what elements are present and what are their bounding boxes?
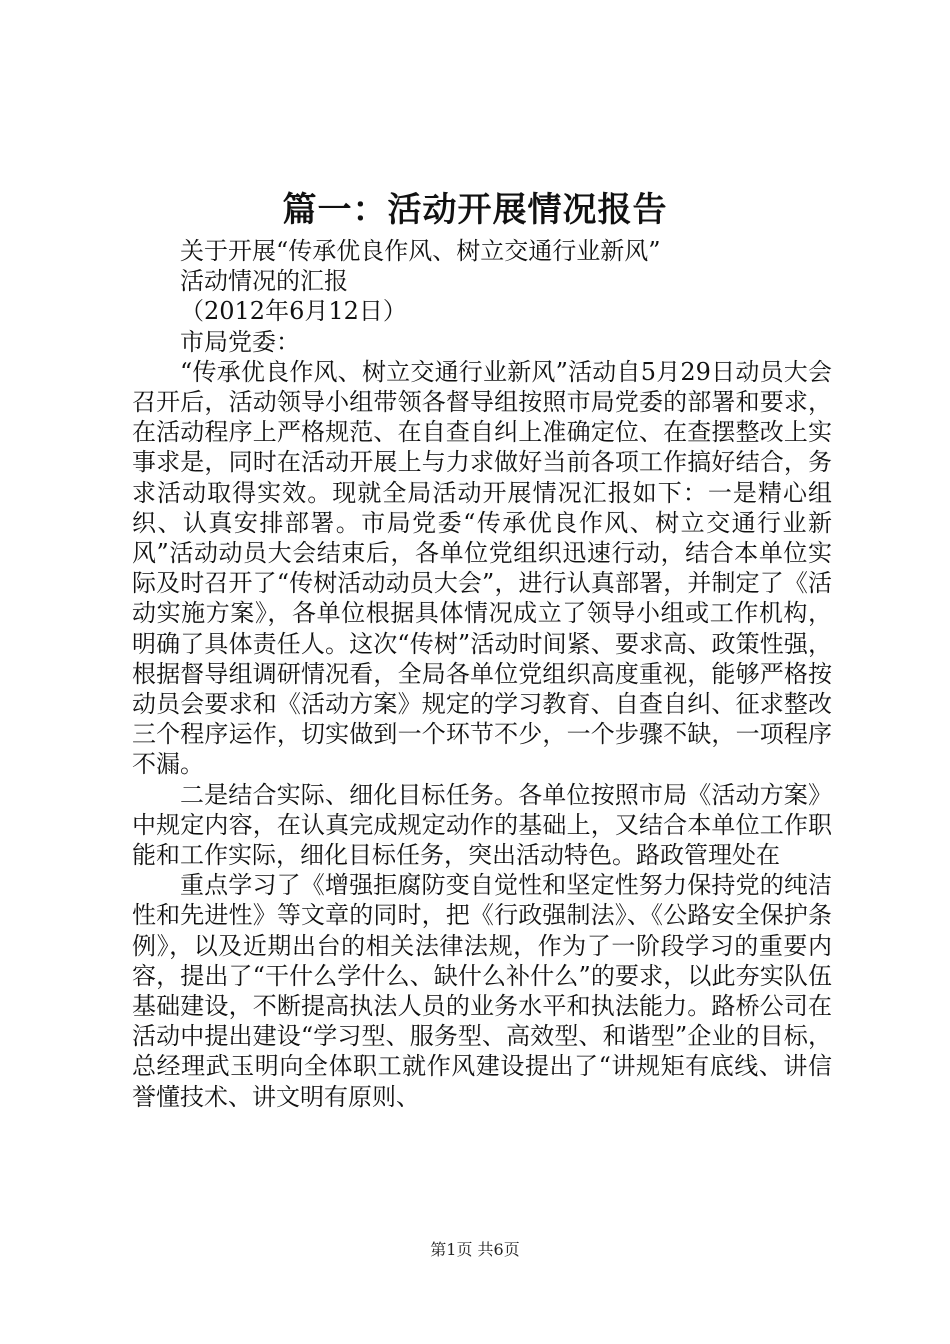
report-heading-line-1: 关于开展“传承优良作风、树立交通行业新风” [180, 237, 661, 265]
page-footer: 第1页 共6页 [430, 1240, 520, 1259]
document-body [132, 236, 832, 1112]
paragraph-3: 重点学习了《增强拒腐防变自觉性和坚定性努力保持党的纯洁性和先进性》等文章的同时，把《行政强制法》、《公路安全保护条例》，以及近期出台的相关法律法规，作为了一阶段学习的重要内容，提出了“干什么学什么、缺什么补什么”的要求，以此夯实队伍基础建设，不断提高执法人员的业务水平和执法能力。路桥公司在活动中提出建设“学习型、服务型、高效型、和谐型”企业的目标，总经理武玉明向全体职工就作风建设提出了“讲规矩有底线、讲信誉懂技术、讲文明有原则、 [132, 871, 832, 1111]
report-date: （2012年6月12日） [180, 297, 407, 326]
paragraph-2: 二是结合实际、细化目标任务。各单位按照市局《活动方案》中规定内容，在认真完成规定动作的基础上，又结合本单位工作职能和工作实际，细化目标任务，突出活动特色。路政管理处在 [132, 780, 832, 870]
document-title: 篇一：活动开展情况报告 [282, 190, 668, 230]
report-heading-line-2: 活动情况的汇报 [180, 267, 348, 296]
paragraph-1: “传承优良作风、树立交通行业新风”活动自5月29日动员大会召开后，活动领导小组带领各督导组按照市局党委的部署和要求，在活动程序上严格规范、在自查自纠上准确定位、在查摆整改上实事求是，同时在活动开展上与力求做好当前各项工作搞好结合，务求活动取得实效。现就全局活动开展情况汇报如下：一是精心组织、认真安排部署。市局党委“传承优良作风、树立交通行业新风”活动动员大会结束后，各单位党组织迅速行动，结合本单位实际及时召开了“传树活动动员大会”，进行认真部署，并制定了《活动实施方案》，各单位根据具体情况成立了领导小组或工作机构，明确了具体责任人。这次“传树”活动时间紧、要求高、政策性强，根据督导组调研情况看，全局各单位党组织高度重视，能够严格按动员会要求和《活动方案》规定的学习教育、自查自纠、征求整改三个程序运作，切实做到一个环节不少，一个步骤不缺，一项程序不漏。 [132, 357, 832, 779]
salutation: 市局党委： [180, 327, 300, 356]
